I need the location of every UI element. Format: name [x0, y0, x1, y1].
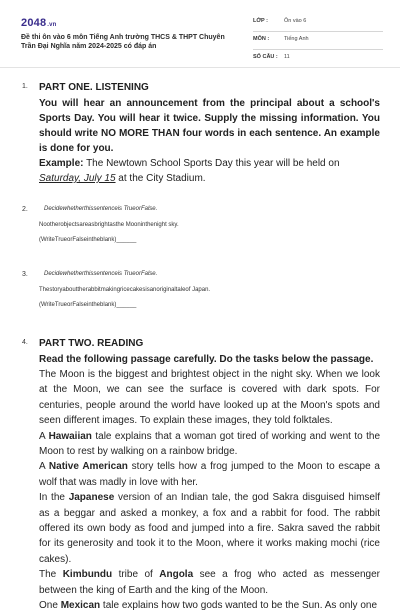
question-number: 2.: [22, 206, 28, 213]
question-body: [39, 271, 380, 317]
passage-paragraph: A Native American story tells how a frog jumped to the Moon to escape a wolf that was madly in love with her.: [39, 461, 380, 488]
meta-value: Tiếng Anh: [284, 36, 309, 42]
answer-blank[interactable]: (WriteTrueorFalseintheblank)______: [39, 237, 137, 243]
passage-paragraph: In the Japanese version of an Indian tale, the god Sakra disguised himself as a beggar and asked a monkey, a fox and a rabbit for food. The rabbit offered its own body as food and jumped into a fire. Sakra saved the rabbit for its generosity and took it to the Moon, where it works making mochi (rice cakes).: [39, 492, 380, 565]
part-title: PART TWO. READING: [39, 338, 144, 349]
answer-blank[interactable]: (WriteTrueorFalseintheblank)______: [39, 302, 137, 308]
passage-paragraph: The Moon is the biggest and brightest object in the night sky. When we look at the Moon, we can see the surface is covered with dark spots. For centuries, people around the world have looked up at the Moon's spots and seen different images. To explain these images, they told folktales.: [39, 369, 380, 427]
question-number: 1.: [22, 83, 28, 90]
passage-paragraph: One Mexican tale explains how two gods wanted to be the Sun. As only one: [39, 600, 378, 612]
meta-row-count: [253, 50, 383, 68]
statement-text: Thestoryabouttherabbitmakingricecakesisanoriginaltaleof Japan.: [39, 287, 211, 293]
passage-paragraph: A Hawaiian tale explains that a woman got tired of working and went to the Moon to rest by walking on a rainbow bridge.: [39, 430, 381, 458]
meta-label: MÔN :: [253, 36, 270, 42]
instruction-text: Decidewhetherthissentenceis TrueorFalse.: [44, 206, 158, 212]
meta-label: SỐ CÂU :: [253, 54, 278, 60]
meta-value: Ôn vào 6: [284, 18, 307, 24]
part-title: PART ONE. LISTENING: [39, 82, 149, 93]
exam-title: Đề thi ôn vào 6 môn Tiếng Anh trường THCS & THPT Chuyên Trần Đại Nghĩa năm 2024-2025 có đáp án: [21, 34, 225, 50]
instruction-text: Read the following passage carefully. Do the tasks below the passage.: [39, 354, 374, 365]
question-body: [39, 206, 380, 252]
statement-text: Nootherobjectsareasbrightasthe Mooninthenight sky.: [39, 222, 179, 228]
exam-meta: [253, 14, 383, 68]
question-number: 4.: [22, 339, 28, 346]
question-number: 3.: [22, 271, 28, 278]
meta-row-class: [253, 14, 383, 32]
page-header: [0, 0, 400, 66]
instruction-text: You will hear an announcement from the principal about a school's Sports Day. You will hear it twice. Supply the missing information. You should write NO MORE THAN four words in each sentence. An example is done for you.: [39, 98, 380, 154]
meta-label: LỚP :: [253, 18, 268, 24]
instruction-text: Decidewhetherthissentenceis TrueorFalse.: [44, 271, 158, 277]
meta-row-subject: [253, 32, 383, 50]
meta-value: 11: [284, 54, 290, 60]
passage-paragraph: The Kimbundu tribe of Angola see a frog who acted as messenger between the king of Earth and the king of the Moon.: [39, 569, 380, 596]
question-body: [39, 338, 380, 614]
example-text: Example: The Newtown School Sports Day this year will be held on Saturday, July 15 at the City Stadium.: [39, 158, 340, 184]
header-divider: [0, 67, 400, 68]
question-body: [39, 82, 380, 186]
site-logo[interactable]: 2048.vn: [21, 17, 57, 29]
